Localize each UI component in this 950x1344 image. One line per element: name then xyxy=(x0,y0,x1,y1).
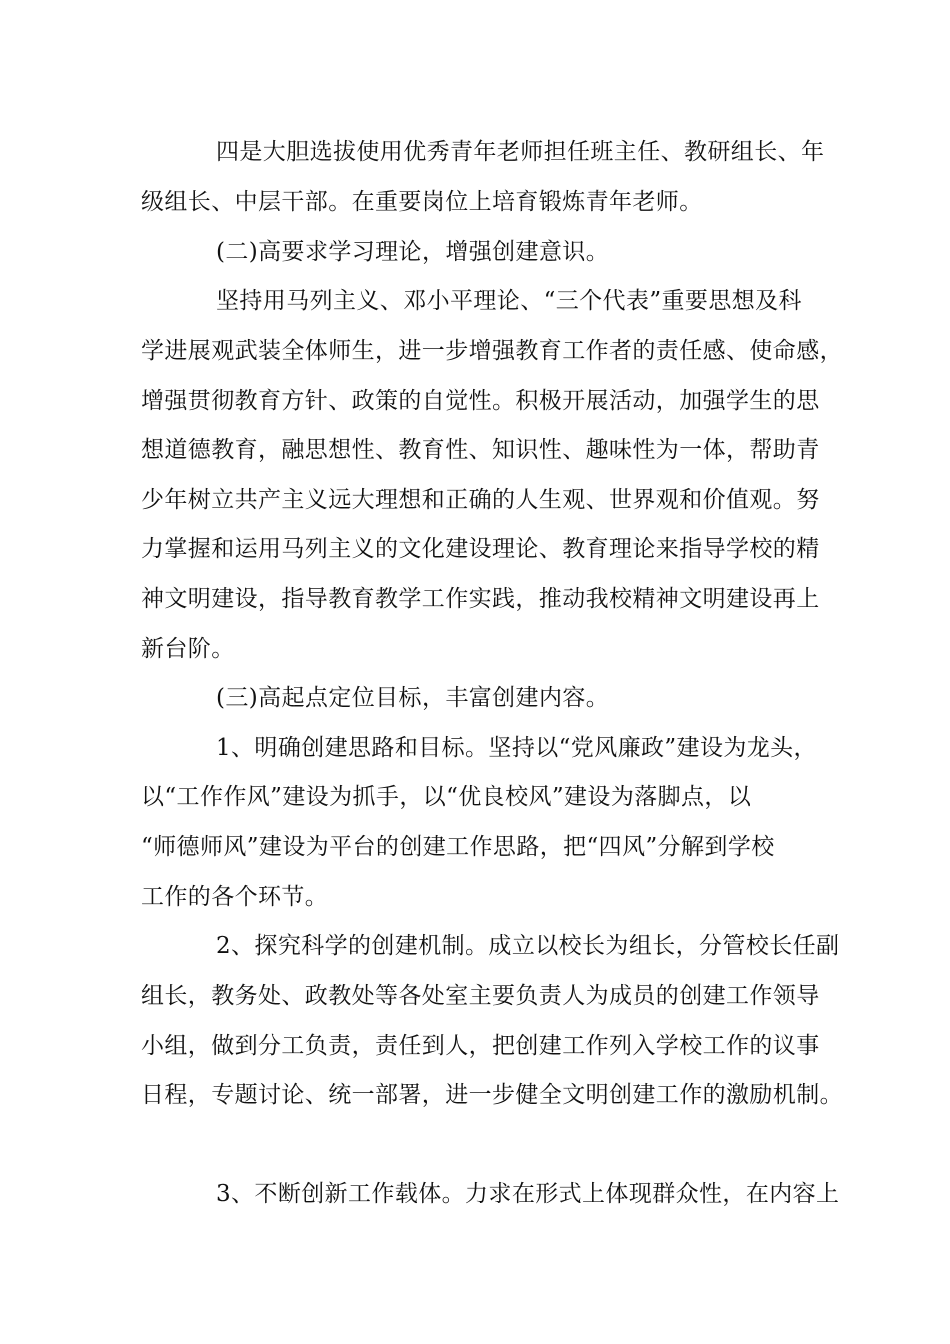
text-line: 新台阶。 xyxy=(141,636,235,662)
text-line: 坚持用马列主义、邓小平理论、“三个代表”重要思想及科 xyxy=(216,288,802,314)
text-line: 组长，教务处、政教处等各处室主要负责人为成员的创建工作领导 xyxy=(141,983,820,1009)
text-line: 日程，专题讨论、统一部署，进一步健全文明创建工作的激励机制。 xyxy=(141,1082,843,1108)
text-line: 神文明建设，指导教育教学工作实践，推动我校精神文明建设再上 xyxy=(141,586,820,612)
text-line: 学进展观武装全体师生，进一步增强教育工作者的责任感、使命感， xyxy=(141,338,843,364)
text-line: 想道德教育，融思想性、教育性、知识性、趣味性为一体，帮助青 xyxy=(141,437,820,463)
text-line: 级组长、中层干部。在重要岗位上培育锻炼青年老师。 xyxy=(141,189,703,215)
text-line: 以“工作作风”建设为抓手，以“优良校风”建设为落脚点，以 xyxy=(141,784,752,810)
section-heading: (二)高要求学习理论，增强创建意识。 xyxy=(216,239,610,265)
text-line: 增强贯彻教育方针、政策的自觉性。积极开展活动，加强学生的思 xyxy=(141,388,820,414)
text-line: 2、探究科学的创建机制。成立以校长为组长，分管校长任副 xyxy=(216,933,840,959)
section-heading: (三)高起点定位目标，丰富创建内容。 xyxy=(216,685,610,711)
text-line: 1、明确创建思路和目标。坚持以“党风廉政”建设为龙头， xyxy=(216,735,817,761)
text-line: 工作的各个环节。 xyxy=(141,884,329,910)
text-line: “师德师风”建设为平台的创建工作思路，把“四风”分解到学校 xyxy=(141,834,775,860)
text-line: 四是大胆选拔使用优秀青年老师担任班主任、教研组长、年 xyxy=(216,139,825,165)
text-line: 3、不断创新工作载体。力求在形式上体现群众性，在内容上 xyxy=(216,1181,840,1207)
text-line: 小组，做到分工负责，责任到人，把创建工作列入学校工作的议事 xyxy=(141,1033,820,1059)
text-line: 力掌握和运用马列主义的文化建设理论、教育理论来指导学校的精 xyxy=(141,536,820,562)
text-line: 少年树立共产主义远大理想和正确的人生观、世界观和价值观。努 xyxy=(141,487,820,513)
